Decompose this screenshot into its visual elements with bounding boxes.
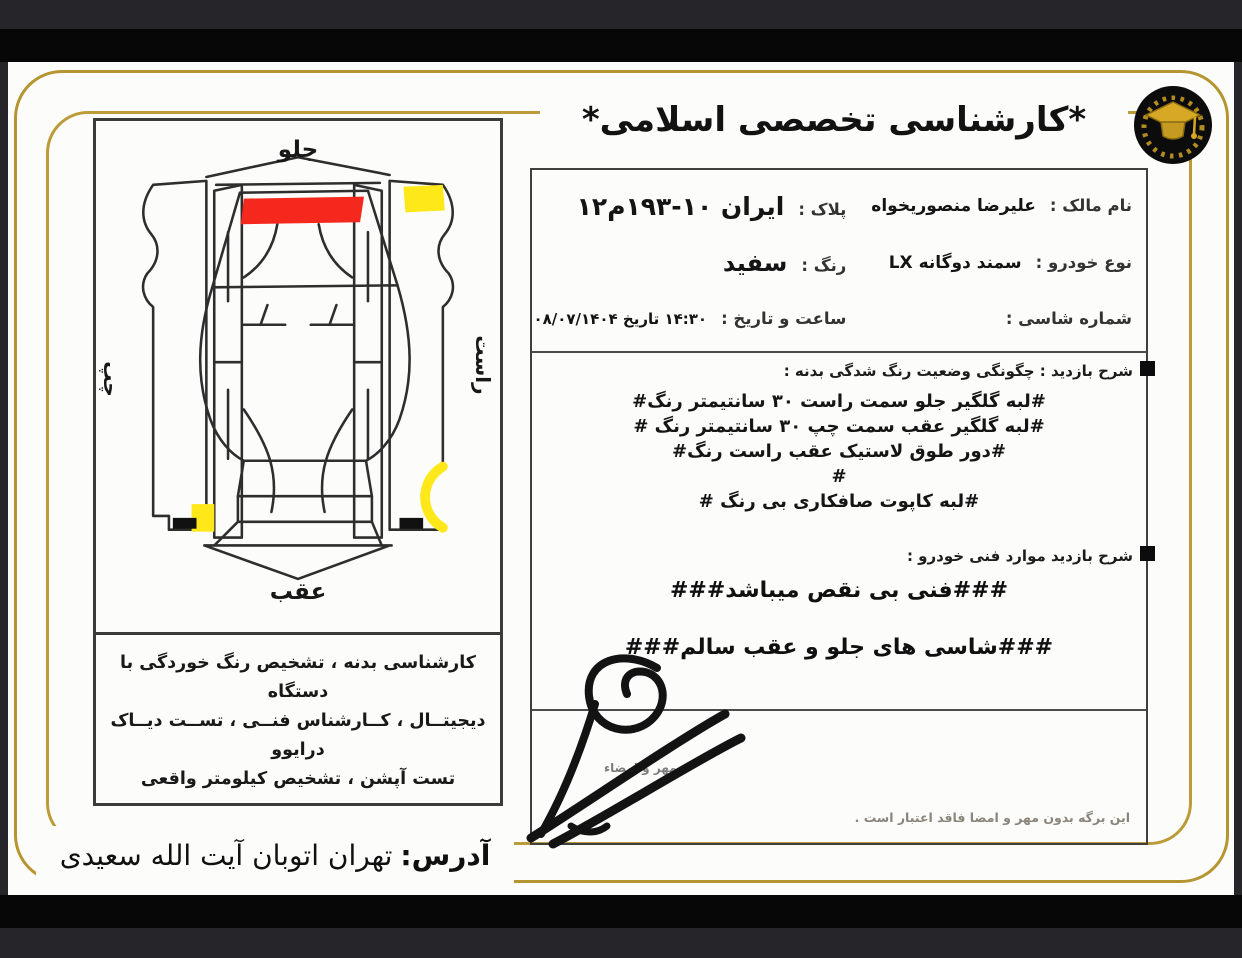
technical-note-line: ###شاسی های جلو و عقب سالم### <box>624 635 1054 661</box>
car-top-view-drawing <box>96 121 500 629</box>
field-value: علیرضا منصوریخواه <box>871 196 1036 217</box>
seal-signature-caption: مهر و امضاء <box>604 761 677 776</box>
address-text: تهران اتوبان آیت الله سعیدی <box>59 838 393 872</box>
car-diagram-box <box>93 118 503 806</box>
technical-note-line: ###فنی بی نقص میباشد### <box>669 578 1009 604</box>
field-datetime <box>533 309 868 329</box>
services-line: کارشناسی بدنه ، تشخیص رنگ خوردگی با دستگاه <box>120 653 476 702</box>
top-black-bar <box>0 29 1242 62</box>
address-label: آدرس: <box>400 838 491 872</box>
left-door-handle-mark <box>173 518 197 529</box>
field-vehicle-type <box>868 253 1132 273</box>
diagram-left-label: چپ <box>99 361 123 397</box>
bottom-black-bar <box>0 895 1242 928</box>
note-line: #لبه گلگیر جلو سمت راست ۳۰ سانتیمتر رنگ# <box>632 391 1046 413</box>
note-line: # <box>831 466 847 488</box>
page-title: *کارشناسی تخصصی اسلامی* <box>540 82 1128 158</box>
section-bullet-marker <box>1140 361 1155 376</box>
damage-yellow-right-wheel-arch <box>425 467 443 528</box>
note-line: #لبه گلگیر عقب سمت چپ ۳۰ سانتیمتر رنگ # <box>633 416 1045 438</box>
note-line: #دور طوق لاستیک عقب راست رنگ# <box>672 441 1006 463</box>
validity-disclaimer: این برگه بدون مهر و امضا فاقد اعتبار است . <box>854 810 1130 825</box>
services-line: دیجیتــال ، کــارشناس فنــی ، تســت دیــاک درایوو <box>110 711 486 760</box>
diagram-rear-label: عقب <box>269 579 327 605</box>
signature-scribble <box>515 646 785 858</box>
field-owner-name <box>868 196 1132 216</box>
services-description <box>96 632 500 803</box>
field-label: نوع خودرو : <box>1035 252 1132 272</box>
field-plate <box>546 192 868 221</box>
field-label: شماره شاسی : <box>1005 309 1132 329</box>
section-header-text: شرح بازدید : چگونگی وضعیت رنگ شدگی بدنه : <box>783 362 1133 381</box>
note-line: #لبه کاپوت صافکاری بی رنگ # <box>698 491 980 513</box>
footer-address <box>36 826 514 884</box>
diagram-front-label: جلو <box>277 137 319 163</box>
field-label: ساعت و تاریخ : <box>721 309 847 329</box>
field-chassis-number <box>868 309 1132 328</box>
damage-yellow-right-fender-strip <box>403 185 444 213</box>
logo-graduation-cap-icon <box>1132 84 1214 166</box>
field-value: ایران ۱۰-۱۹۳م۱۲ <box>576 191 785 221</box>
field-value: ۱۴:۳۰ تاریخ ۰۸/۰۷/۱۴۰۴ <box>533 310 708 329</box>
right-door-handle-mark <box>399 518 423 529</box>
services-line: تست آپشن ، تشخیص کیلومتر واقعی <box>140 769 456 789</box>
damage-red-windshield-strip <box>241 197 364 225</box>
body-condition-section <box>532 353 1146 538</box>
field-label: نام مالک : <box>1049 196 1132 216</box>
field-label: رنگ : <box>801 255 847 275</box>
vehicle-fields <box>532 170 1146 353</box>
section-bullet-marker <box>1140 546 1155 561</box>
body-condition-notes <box>532 389 1146 514</box>
diagram-right-label: راست <box>471 335 495 395</box>
body-condition-header <box>532 353 1146 383</box>
field-value: سمند دوگانه LX <box>888 252 1022 273</box>
field-value: سفید <box>722 248 788 277</box>
field-label: پلاک : <box>798 199 847 219</box>
technical-header <box>532 538 1146 568</box>
field-color <box>546 249 868 277</box>
section-header-text: شرح بازدید موارد فنی خودرو : <box>906 547 1133 566</box>
